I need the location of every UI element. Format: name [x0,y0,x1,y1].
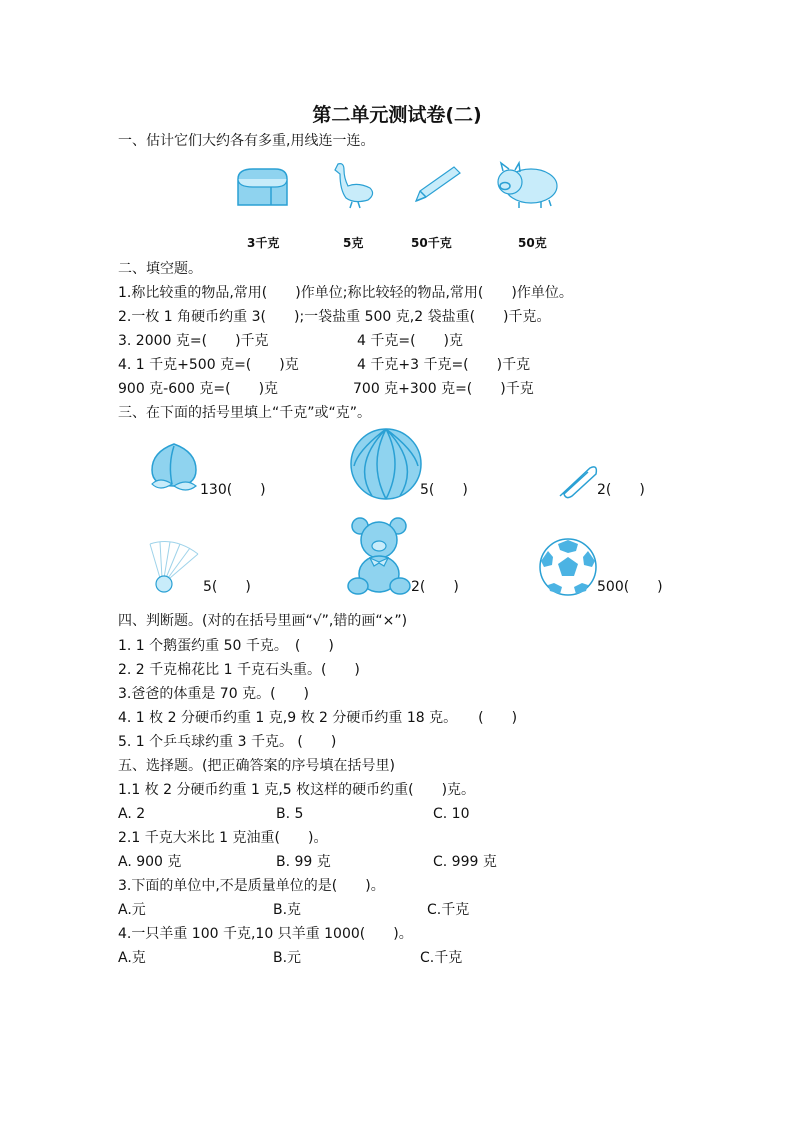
choice-question-4: 4.一只羊重 100 千克,10 只羊重 1000( )。 [118,926,413,942]
choice-option-3a: A.元 [118,902,146,918]
pig-icon [495,160,560,212]
shuttlecock-icon [146,538,204,596]
choice-question-1: 1.1 枚 2 分硬币约重 1 克,5 枚这样的硬币约重( )克。 [118,782,476,798]
choice-option-1b: B. 5 [276,806,304,822]
choice-option-4a: A.克 [118,950,146,966]
fill-item-4b: 4 千克+3 千克=( )千克 [357,357,531,373]
choice-option-2a: A. 900 克 [118,854,182,870]
watermelon-icon [348,426,424,500]
fill-text-shuttlecock: 5( ) [203,579,251,595]
goose-icon [330,160,380,210]
fill-item-1: 1.称比较重的物品,常用( )作单位;称比较轻的物品,常用( )作单位。 [118,285,573,301]
bread-icon [235,165,290,210]
fill-item-3a: 3. 2000 克=( )千克 [118,333,269,349]
fill-item-4a: 4. 1 千克+500 克=( )克 [118,357,299,373]
choice-option-2b: B. 99 克 [276,854,331,870]
judge-item-1: 1. 1 个鹅蛋约重 50 千克。 ( ) [118,638,334,654]
fill-item-5a: 900 克-600 克=( )克 [118,381,279,397]
peach-icon [146,440,202,496]
fill-item-5b: 700 克+300 克=( )千克 [353,381,534,397]
section-5-heading: 五、选择题。(把正确答案的序号填在括号里) [118,758,395,774]
fill-text-paperclip: 2( ) [597,482,645,498]
page-title: 第二单元测试卷(二) [312,104,482,126]
choice-option-1c: C. 10 [433,806,470,822]
choice-option-3b: B.克 [273,902,302,918]
soccer-ball-icon [538,537,598,597]
weight-label-1: 3千克 [247,236,280,250]
fill-text-peach: 130( ) [200,482,266,498]
pencil-icon [410,165,465,205]
judge-item-5: 5. 1 个乒乓球约重 3 千克。 ( ) [118,734,337,750]
weight-label-4: 50克 [518,236,547,250]
choice-option-3c: C.千克 [427,902,470,918]
choice-question-2: 2.1 千克大米比 1 克油重( )。 [118,830,328,846]
section-4-heading: 四、判断题。(对的在括号里画“√”,错的画“×”) [118,613,408,629]
weight-label-3: 50千克 [411,236,452,250]
teddy-bear-icon [344,516,414,596]
judge-item-4: 4. 1 枚 2 分硬币约重 1 克,9 枚 2 分硬币约重 18 克。 ( ) [118,710,518,726]
fill-item-3b: 4 千克=( )克 [357,333,464,349]
section-3-heading: 三、在下面的括号里填上“千克”或“克”。 [118,405,372,421]
judge-item-2: 2. 2 千克棉花比 1 千克石头重。( ) [118,662,360,678]
choice-question-3: 3.下面的单位中,不是质量单位的是( )。 [118,878,385,894]
choice-option-2c: C. 999 克 [433,854,497,870]
judge-item-3: 3.爸爸的体重是 70 克。( ) [118,686,309,702]
paperclip-icon [552,462,600,500]
choice-option-4b: B.元 [273,950,302,966]
fill-text-watermelon: 5( ) [420,482,468,498]
section-2-heading: 二、填空题。 [118,261,202,277]
fill-text-soccer-ball: 500( ) [597,579,663,595]
section-1-heading: 一、估计它们大约各有多重,用线连一连。 [118,133,375,149]
choice-option-4c: C.千克 [420,950,463,966]
weight-label-2: 5克 [343,236,364,250]
choice-option-1a: A. 2 [118,806,146,822]
fill-item-2: 2.一枚 1 角硬币约重 3( );一袋盐重 500 克,2 袋盐重( )千克。 [118,309,551,325]
fill-text-teddy-bear: 2( ) [411,579,459,595]
